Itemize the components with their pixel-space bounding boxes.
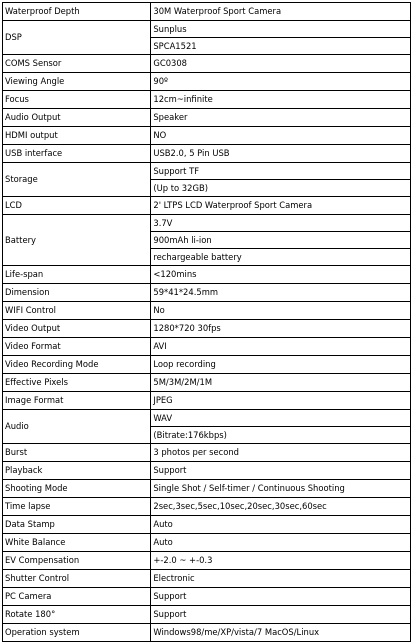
spec-row <box>3 410 411 444</box>
spec-label: Video Output <box>3 320 151 338</box>
spec-row <box>3 606 411 624</box>
spec-row <box>3 163 411 197</box>
spec-value-line: 3.7V <box>153 218 173 228</box>
spec-value-cell: 5M/3M/2M/1M <box>151 374 411 392</box>
spec-row <box>3 588 411 606</box>
spec-row <box>3 127 411 145</box>
spec-value-cell: No <box>151 302 411 320</box>
spec-value-cell <box>151 163 411 197</box>
spec-value-cell: NO <box>151 127 411 145</box>
spec-row <box>3 444 411 462</box>
spec-value-cell: Speaker <box>151 109 411 127</box>
spec-value-line: rechargeable battery <box>151 248 410 265</box>
spec-row <box>3 624 411 642</box>
spec-row <box>3 480 411 498</box>
spec-row <box>3 302 411 320</box>
spec-value-line: 900mAh li-ion <box>151 231 410 248</box>
spec-label: Storage <box>3 163 151 197</box>
spec-value-cell: USB2.0, 5 Pin USB <box>151 145 411 163</box>
spec-row <box>3 498 411 516</box>
spec-label: EV Compensation <box>3 552 151 570</box>
spec-value-cell: <120mins <box>151 266 411 284</box>
spec-value-cell: Windows98/me/XP/vista/7 MacOS/Linux <box>151 624 411 642</box>
spec-value-cell: 59*41*24.5mm <box>151 284 411 302</box>
spec-value-cell: 3 photos per second <box>151 444 411 462</box>
spec-value-cell: +-2.0 ~ +-0.3 <box>151 552 411 570</box>
spec-row <box>3 215 411 266</box>
spec-value-cell: Support <box>151 462 411 480</box>
spec-label: PC Camera <box>3 588 151 606</box>
spec-row <box>3 534 411 552</box>
spec-value-cell: Auto <box>151 516 411 534</box>
spec-value-line: (Bitrate:176kbps) <box>151 426 410 443</box>
spec-row <box>3 284 411 302</box>
spec-row <box>3 109 411 127</box>
spec-row <box>3 73 411 91</box>
spec-row <box>3 21 411 55</box>
spec-label: Video Recording Mode <box>3 356 151 374</box>
spec-row <box>3 145 411 163</box>
spec-row <box>3 320 411 338</box>
spec-label: Burst <box>3 444 151 462</box>
spec-table-body <box>3 3 411 642</box>
spec-value-cell: 30M Waterproof Sport Camera <box>151 3 411 21</box>
spec-label: COMS Sensor <box>3 55 151 73</box>
spec-value-line: (Up to 32GB) <box>151 179 410 196</box>
spec-value-cell: 90º <box>151 73 411 91</box>
spec-value-line: Sunplus <box>153 24 187 34</box>
spec-label: Rotate 180° <box>3 606 151 624</box>
spec-value-cell: 1280*720 30fps <box>151 320 411 338</box>
spec-value-cell <box>151 410 411 444</box>
spec-label: Shooting Mode <box>3 480 151 498</box>
spec-label: Waterproof Depth <box>3 3 151 21</box>
spec-value-cell: 2sec,3sec,5sec,10sec,20sec,30sec,60sec <box>151 498 411 516</box>
spec-value-line: Support TF <box>153 166 200 176</box>
spec-value-line: SPCA1521 <box>151 37 410 54</box>
spec-label: HDMI output <box>3 127 151 145</box>
spec-label: Dimension <box>3 284 151 302</box>
spec-value-cell: JPEG <box>151 392 411 410</box>
spec-label: Battery <box>3 215 151 266</box>
spec-row <box>3 91 411 109</box>
spec-value-cell: Auto <box>151 534 411 552</box>
spec-row <box>3 55 411 73</box>
spec-value-cell: Support <box>151 606 411 624</box>
spec-row <box>3 552 411 570</box>
spec-table <box>2 2 411 642</box>
spec-label: Operation system <box>3 624 151 642</box>
spec-value-cell: AVI <box>151 338 411 356</box>
spec-value-cell: 2' LTPS LCD Waterproof Sport Camera <box>151 197 411 215</box>
spec-label: Video Format <box>3 338 151 356</box>
spec-value-cell <box>151 21 411 55</box>
spec-label: Viewing Angle <box>3 73 151 91</box>
spec-label: Life-span <box>3 266 151 284</box>
spec-label: Time lapse <box>3 498 151 516</box>
spec-row <box>3 3 411 21</box>
spec-label: WIFI Control <box>3 302 151 320</box>
spec-value-cell: GC0308 <box>151 55 411 73</box>
spec-label: Data Stamp <box>3 516 151 534</box>
spec-row <box>3 462 411 480</box>
spec-row <box>3 266 411 284</box>
spec-row <box>3 197 411 215</box>
spec-row <box>3 356 411 374</box>
spec-label: Playback <box>3 462 151 480</box>
spec-label: Focus <box>3 91 151 109</box>
spec-label: USB interface <box>3 145 151 163</box>
spec-value-cell: Electronic <box>151 570 411 588</box>
spec-value-cell <box>151 215 411 266</box>
spec-row <box>3 516 411 534</box>
spec-row <box>3 338 411 356</box>
spec-label: White Balance <box>3 534 151 552</box>
spec-row <box>3 392 411 410</box>
spec-label: DSP <box>3 21 151 55</box>
spec-row <box>3 570 411 588</box>
spec-label: LCD <box>3 197 151 215</box>
spec-value-cell: Support <box>151 588 411 606</box>
spec-value-cell: Single Shot / Self-timer / Continuous Shooting <box>151 480 411 498</box>
spec-value-cell: Loop recording <box>151 356 411 374</box>
spec-value-line: WAV <box>153 413 173 423</box>
spec-label: Audio <box>3 410 151 444</box>
spec-label: Effective Pixels <box>3 374 151 392</box>
spec-label: Image Format <box>3 392 151 410</box>
spec-label: Audio Output <box>3 109 151 127</box>
spec-value-cell: 12cm~infinite <box>151 91 411 109</box>
spec-row <box>3 374 411 392</box>
spec-label: Shutter Control <box>3 570 151 588</box>
